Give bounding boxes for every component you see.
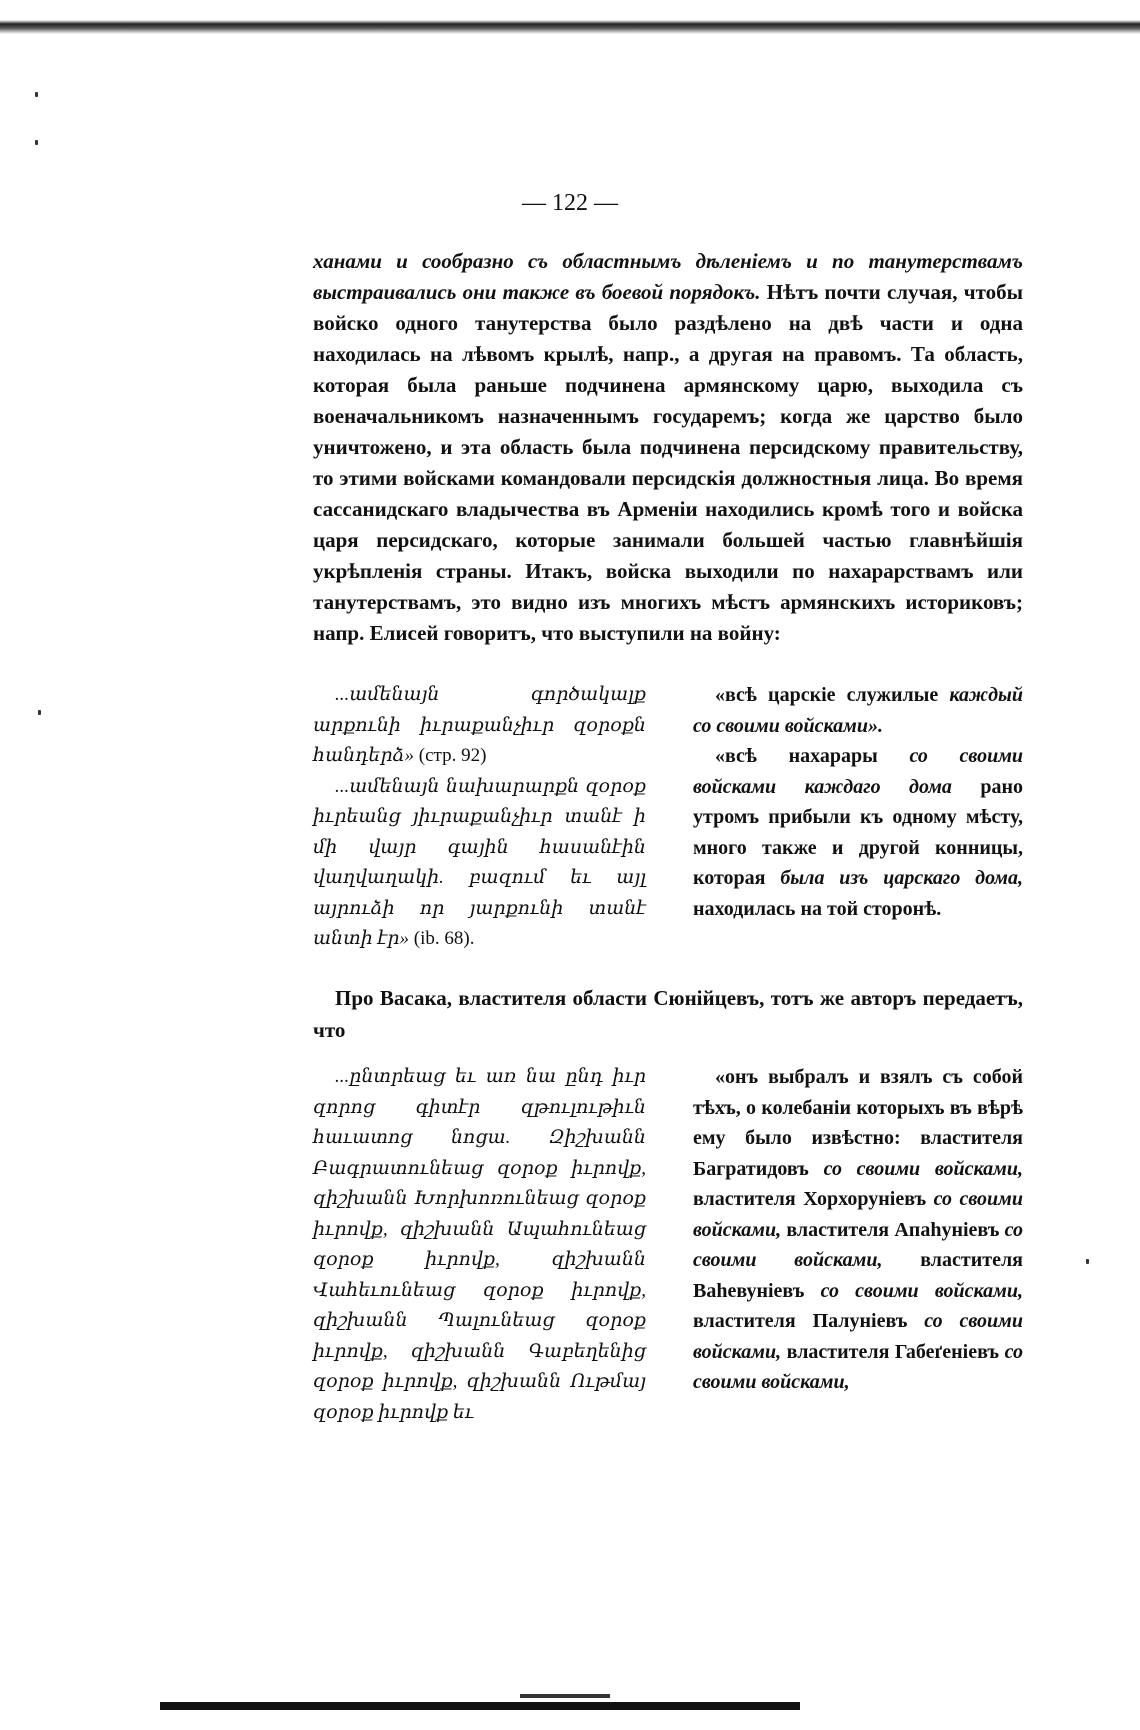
armenian-quote-1a [313, 680, 646, 772]
intro-plain-text: Нѣтъ почти случая, чтобы войско одного танутерства было раздѣлено на двѣ части и одна находилась на лѣвомъ крылѣ, напр., а другая на правомъ. Та область, которая была раньше подчинена армянскому царю, выходила съ военачальникомъ назначеннымъ государемъ; когда же царство было уничтожено, и эта область была подчинена персидскому правительству, то этими войсками командовали персидскія должностныя лица. Во время сассанидскаго владычества въ Арменіи находились кромѣ того и войска царя персидскаго, которые занимали большей частью главнѣйшія укрѣпленія страны. Итакъ, войска выходили по нахарарствамъ или танутерствамъ, это видно изъ многихъ мѣстъ армянскихъ историковъ; напр. Елисей говоритъ, что выступили на войну: [313, 280, 1023, 645]
translation-text: властителя Ваһевуніевъ [693, 1249, 1023, 1302]
translation-italic: со своими войсками, [693, 1188, 1024, 1241]
translation-1a [693, 680, 1023, 741]
reference: (стр. 92) [418, 745, 487, 766]
translation-italic: со своими войсками каждаго дома [693, 745, 1024, 798]
scan-speck [38, 710, 41, 715]
translation-italic: со своими войсками, [693, 1218, 1024, 1271]
scan-artifact-top [0, 20, 1140, 34]
translation-1b [693, 741, 1023, 924]
translation-italic: была изъ царскаго дома, [780, 867, 1024, 889]
scan-artifact-bottom-mark [520, 1694, 610, 1698]
scan-speck [1086, 1259, 1089, 1264]
armenian-quote-1 [313, 680, 646, 955]
armenian-text: ...ամենայն գործակալք արքունի իւրաքանչիւր զօրօքն հանդերձ» [313, 684, 646, 766]
translation-text: «онъ выбралъ и взялъ съ собой тѣхъ, о колебаніи которыхъ въ вѣрѣ ему было извѣстно: властителя Багратидовъ [693, 1066, 1023, 1180]
russian-translation-1 [693, 680, 1023, 924]
translation-text: властителя Палуніевъ [693, 1310, 908, 1332]
scan-artifact-bottom [160, 1702, 800, 1710]
scan-speck [35, 92, 38, 97]
intro-paragraph [313, 246, 1023, 649]
armenian-text: ...ամենայն նախարարքն զօրօք իւրեանց յիւրաքանչիւր տանէ ի մի վայր գային հասանէին վաղվաղակի. բազում եւ այլ այրուձի որ յարքունի տանէ անտի էր» [313, 775, 646, 949]
russian-translation-2 [693, 1062, 1023, 1398]
translation-text: находилась на той сторонѣ. [693, 897, 942, 920]
translation-text: «всѣ царскіе служилые [715, 684, 939, 706]
middle-text: Про Васака, властителя области Сюнійцевъ, тотъ же авторъ передаетъ, что [313, 986, 1023, 1042]
translation-italic: со своими войсками, [823, 1157, 1023, 1180]
intro-italic-text: ханами и сообразно съ областнымъ дѣленіемъ и по танутерствамъ выстраивались они также въ боевой порядокъ. [313, 249, 1023, 304]
armenian-quote-1b [313, 772, 646, 955]
translation-text: рано утромъ прибыли къ одному мѣсту, много также и другой конницы, которая [693, 775, 1023, 889]
translation-text: «всѣ нахарары [715, 745, 878, 767]
translation-text: властителя Хорхоруніевъ [693, 1188, 927, 1210]
reference: (ib. 68). [413, 928, 475, 949]
page-number: — 122 — [522, 190, 618, 216]
middle-paragraph [313, 982, 1023, 1046]
translation-text: властителя Апаһуніевъ [786, 1218, 1000, 1241]
translation-italic: со своими войсками, [693, 1340, 1024, 1393]
translation-text: властителя Габеґеніевъ [786, 1340, 1000, 1363]
translation-italic: каждый со своими войсками». [693, 684, 1023, 737]
armenian-quote-2 [313, 1062, 646, 1428]
translation-2 [693, 1062, 1023, 1398]
armenian-text: ...ընտրեաց եւ առ նա ընդ իւր զորոց գիտէր զթուլութիւն հաւատոց նոցա. Զիշխանն Բագրատունեաց զօրօք իւրովք, զիշխանն Խորխոռունեաց զօրօք իւրովք, զիշխանն Ապահունեաց զօրօք իւրովք, զիշխանն Վահեւունեաց զօրօք իւրովք, զիշխանն Պալունեաց զօրօք իւրովք, զիշխանն Գաբեղենից զօրօք իւրովք, զիշխանն Ութմայ զօրօք իւրովք եւ [313, 1066, 646, 1423]
scan-speck [35, 140, 38, 145]
translation-italic: со своими войсками, [693, 1310, 1023, 1363]
translation-italic: со своими войсками, [820, 1279, 1023, 1302]
